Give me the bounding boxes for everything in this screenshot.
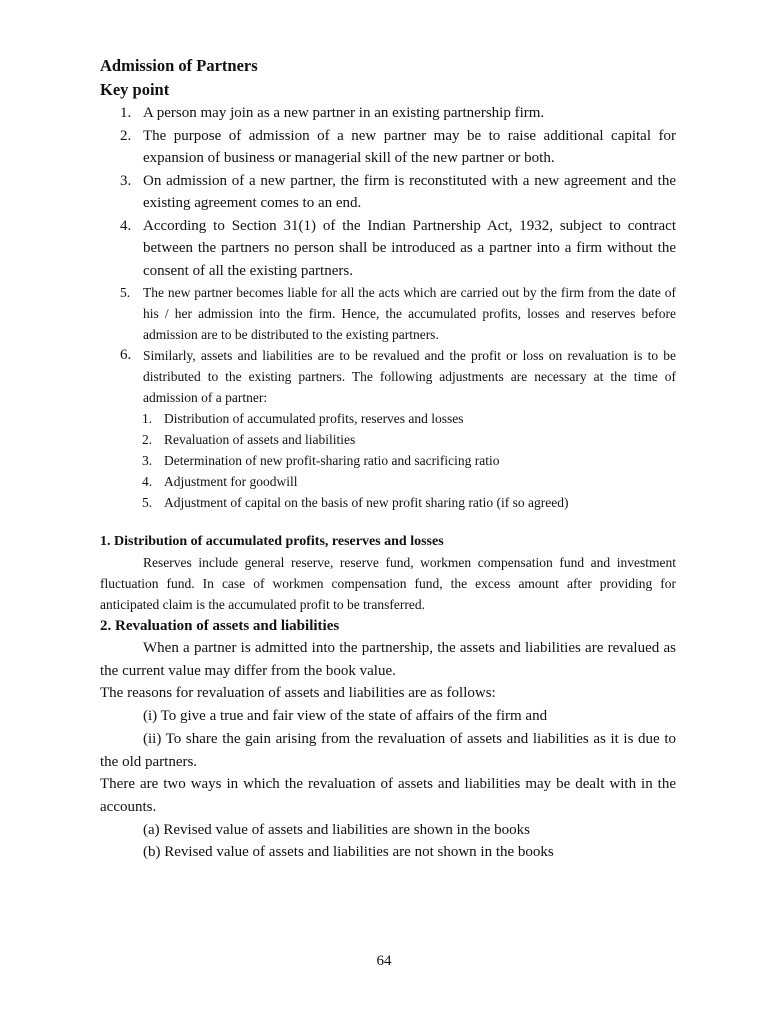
way-item: (b) Revised value of assets and liabilities are not shown in the books — [143, 844, 554, 861]
reason-item: (ii) To share the gain arising from the revaluation of assets and liabilities as it is due to the old partners. — [100, 730, 676, 770]
section-revaluation — [100, 615, 676, 864]
list-item: 4. According to Section 31(1) of the Indian Partnership Act, 1932, subject to contract between the partners no person shall be introduced as a partner into a firm without the consent of all the existing partners. — [120, 217, 676, 279]
page-title: Admission of Partners — [100, 56, 258, 75]
section-heading: 1. Distribution of accumulated profits, reserves and losses — [100, 534, 444, 549]
list-item: 5. The new partner becomes liable for all the acts which are carried out by the firm from the date of his / her admission into the firm. Hence, the accumulated profits, losses and reserves before admission are to be distributed to the existing partners. — [120, 285, 676, 342]
page-number: 64 — [376, 953, 392, 969]
section-heading: 2. Revaluation of assets and liabilities — [100, 618, 340, 634]
section-distribution — [100, 532, 676, 615]
key-point-heading: Key point — [100, 80, 170, 99]
list-item: 5. Adjustment of capital on the basis of new profit sharing ratio (if so agreed) — [142, 495, 569, 510]
list-item: 1. A person may join as a new partner in an existing partnership firm. — [120, 105, 545, 121]
way-item: (a) Revised value of assets and liabilities are shown in the books — [143, 821, 530, 838]
reason-item: (i) To give a true and fair view of the state of affairs of the firm and — [143, 708, 548, 725]
paragraph: The reasons for revaluation of assets and liabilities are as follows: — [100, 685, 496, 702]
list-item: 1. Distribution of accumulated profits, reserves and losses — [142, 411, 464, 426]
list-item: 6. Similarly, assets and liabilities are to be revalued and the profit or loss on revaluation is to be distributed to the existing partners. The following adjustments are necessary at the time of admission of a partner: — [120, 347, 676, 405]
key-points-list — [100, 102, 676, 408]
paragraph: There are two ways in which the revaluation of assets and liabilities may be dealt with in the accounts. — [100, 776, 676, 815]
list-item: 3. On admission of a new partner, the firm is reconstituted with a new agreement and the existing agreement comes to an end. — [120, 172, 676, 211]
paragraph: When a partner is admitted into the partnership, the assets and liabilities are revalued as the current value may differ from the book value. — [100, 640, 676, 679]
document-page — [100, 54, 676, 864]
list-item: 3. Determination of new profit-sharing ratio and sacrificing ratio — [142, 453, 500, 468]
list-item: 4. Adjustment for goodwill — [142, 474, 298, 489]
adjustments-list — [100, 408, 676, 513]
paragraph: Reserves include general reserve, reserve fund, workmen compensation fund and investment fluctuation fund. In case of workmen compensation fund, the excess amount after providing for anticipated claim is the accumulated profit to be transferred. — [100, 555, 676, 612]
list-item: 2. Revaluation of assets and liabilities — [142, 432, 356, 447]
list-item: 2. The purpose of admission of a new partner may be to raise additional capital for expansion of business or managerial skill of the new partner or both. — [120, 127, 676, 166]
